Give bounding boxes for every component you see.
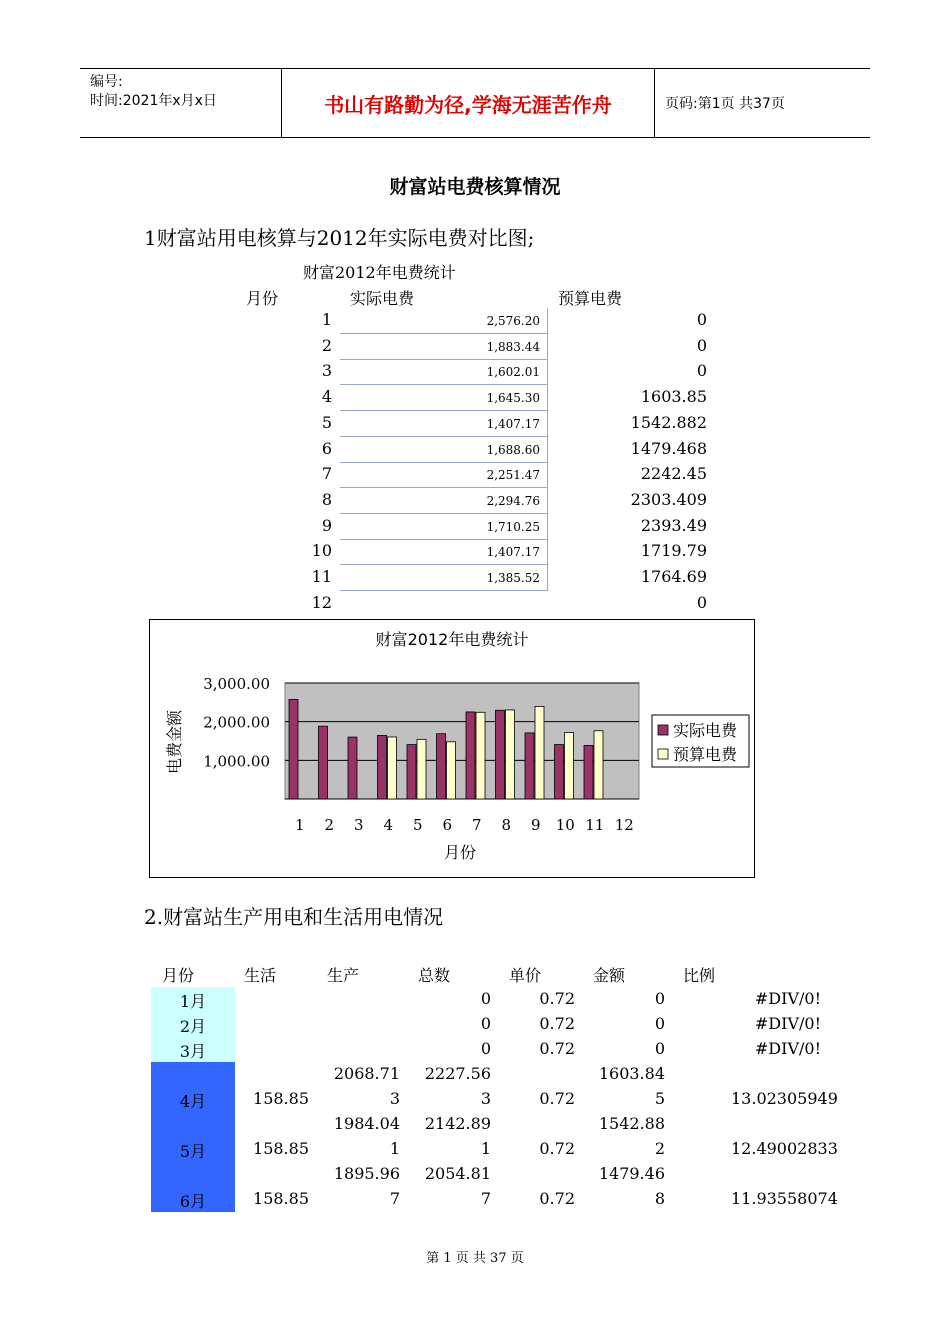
table1-actual-cell: 1,688.60 [340, 438, 548, 463]
chart-bar-budget [565, 733, 574, 799]
chart-bar-actual [289, 699, 298, 799]
table2-month-cell: 6月 [179, 1192, 207, 1211]
table2-ratio-cell: 13.02305949 [731, 1089, 838, 1108]
table1-month-cell: 1 [321, 310, 332, 329]
table2-month-cell: 1月 [179, 992, 207, 1011]
table1-actual-cell: 1,645.30 [340, 386, 548, 411]
table2-total-cell: 7 [480, 1189, 491, 1208]
table1-actual-cell: 1,385.52 [340, 566, 548, 591]
chart-bar-actual [496, 710, 505, 799]
time-label: 时间:2021年x月x日 [90, 93, 217, 109]
table2-amount-cell: 0 [654, 989, 665, 1008]
table2-amount-cell: 0 [654, 1014, 665, 1033]
table1-actual-cell: 1,602.01 [340, 360, 548, 385]
chart-legend-swatch [658, 725, 668, 735]
chart-bar-actual [407, 745, 416, 799]
table2-price-cell: 0.72 [539, 1089, 575, 1108]
table2-amount-cell: 1479.46 [598, 1164, 665, 1183]
chart-x-tick-label: 8 [501, 816, 512, 834]
chart-bar-actual [584, 745, 593, 799]
chart-x-tick-label: 3 [353, 816, 364, 834]
table1-budget-cell: 1603.85 [640, 387, 707, 407]
table2-month-cell: 2月 [179, 1017, 207, 1036]
table2-price-cell: 0.72 [539, 1039, 575, 1058]
chart-y-tick-label: 1,000.00 [203, 752, 270, 771]
table2-ratio-cell: #DIV/0! [754, 989, 821, 1008]
table2-total-cell: 1 [480, 1139, 491, 1158]
table1-budget-cell: 1542.882 [630, 412, 707, 432]
table2-prod-cell: 7 [389, 1189, 400, 1208]
chart-x-tick-label: 2 [324, 816, 335, 834]
chart-bar-actual [378, 735, 387, 799]
chart-x-tick-label: 9 [530, 816, 541, 834]
chart-y-tick-label: 3,000.00 [203, 675, 270, 693]
table1-col-actual: 实际电费 [350, 289, 415, 308]
table2-amount-cell: 1542.88 [598, 1114, 665, 1133]
chart-title: 财富2012年电费统计 [375, 630, 529, 649]
header-motto: 书山有路勤为径,学海无涯苦作舟 [282, 69, 655, 137]
chart-bar-budget [506, 710, 515, 799]
chart-bar-actual [525, 733, 534, 799]
table2-price-cell: 0.72 [539, 989, 575, 1008]
chart-bar-actual [466, 712, 475, 799]
table2-amount-cell: 1603.84 [598, 1064, 665, 1083]
section1-heading: 1财富站用电核算与2012年实际电费对比图; [144, 226, 535, 250]
chart-legend-swatch [658, 749, 668, 759]
table2-total-cell: 2142.89 [424, 1114, 491, 1133]
table2-prod-cell: 2068.71 [333, 1064, 400, 1083]
chart-y-tick-label: 2,000.00 [203, 713, 270, 732]
chart-y-axis-label: 电费金额 [165, 709, 184, 775]
chart-x-tick-label: 10 [555, 816, 575, 834]
chart-x-axis-label: 月份 [443, 843, 477, 862]
table2-month-cell: 5月 [179, 1142, 207, 1161]
table1-budget-cell: 0 [696, 361, 707, 381]
table1-actual-cell: 2,576.20 [340, 309, 548, 334]
table1-month-cell: 12 [311, 592, 332, 612]
table2-price-cell: 0.72 [539, 1139, 575, 1158]
chart-bar-budget [535, 706, 544, 799]
page-footer: 第 1 页 共 37 页 [426, 1251, 524, 1266]
chart-x-tick-label: 1 [294, 816, 305, 834]
table2-amount-cell: 8 [654, 1189, 665, 1208]
chart-x-tick-label: 6 [442, 816, 453, 834]
table1-col-month: 月份 [246, 289, 279, 308]
table1-actual-cell: 1,883.44 [340, 335, 548, 360]
table1-budget-cell: 0 [696, 592, 707, 612]
table2-life-cell: 158.85 [253, 1139, 309, 1158]
table2-prod-cell: 1 [389, 1139, 400, 1158]
table1-budget-cell: 2393.49 [640, 515, 707, 535]
table1-budget-cell: 1479.468 [630, 438, 707, 458]
table2-header-cell: 月份 [162, 966, 195, 985]
chart-legend-label: 预算电费 [673, 745, 738, 764]
table2-total-cell: 2054.81 [424, 1164, 491, 1183]
table1-month-cell: 8 [321, 489, 332, 509]
chart-bar-budget [417, 739, 426, 799]
table1-actual-cell: 2,251.47 [340, 463, 548, 488]
table2-month-cell: 3月 [179, 1042, 207, 1061]
table1-budget-cell: 1764.69 [640, 567, 707, 586]
chart-bar-actual [319, 726, 328, 799]
table2-header-cell: 比例 [683, 966, 716, 985]
document-title: 财富站电费核算情况 [389, 176, 561, 198]
chart-x-tick-label: 11 [585, 816, 605, 834]
table2-header-cell: 生活 [244, 966, 277, 985]
page-header [80, 68, 870, 138]
table1-actual-cell: 2,294.76 [340, 489, 548, 514]
table1-col-budget: 预算电费 [558, 289, 623, 308]
table2-prod-cell: 3 [389, 1089, 400, 1108]
table2-header-cell: 总数 [418, 966, 451, 985]
table2-life-cell: 158.85 [253, 1089, 309, 1108]
table2-prod-cell: 1984.04 [333, 1114, 400, 1133]
table2-header-cell: 单价 [509, 966, 542, 985]
table2-ratio-cell: 11.93558074 [731, 1189, 838, 1208]
table2-total-cell: 0 [480, 989, 491, 1008]
table1-month-cell: 9 [321, 515, 332, 535]
table1-month-cell: 11 [311, 567, 332, 586]
chart-legend-label: 实际电费 [673, 721, 738, 740]
table2-life-cell: 158.85 [253, 1189, 309, 1208]
chart-bar-actual [348, 737, 357, 799]
table1-month-cell: 2 [321, 335, 332, 355]
bar-chart-svg [150, 620, 754, 877]
chart-bar-budget [388, 737, 397, 799]
header-page-info: 页码:第1页 共37页 [665, 96, 785, 112]
table1-month-cell: 6 [321, 438, 332, 458]
table2-amount-cell: 0 [654, 1039, 665, 1058]
table2-price-cell: 0.72 [539, 1189, 575, 1208]
table1-month-cell: 4 [321, 387, 332, 407]
table1-month-cell: 7 [321, 464, 332, 484]
chart-x-tick-label: 7 [471, 816, 482, 834]
table1-month-cell: 3 [321, 361, 332, 381]
table2-total-cell: 0 [480, 1039, 491, 1058]
table2-total-cell: 2227.56 [424, 1064, 491, 1083]
table2-amount-cell: 5 [654, 1089, 665, 1108]
table1-budget-cell: 0 [696, 335, 707, 355]
table2-total-cell: 3 [480, 1089, 491, 1108]
table2-amount-cell: 2 [654, 1139, 665, 1158]
table2-price-cell: 0.72 [539, 1014, 575, 1033]
table1-actual-cell: 1,407.17 [340, 412, 548, 437]
chart-x-tick-label: 12 [614, 816, 634, 834]
table2-ratio-cell: #DIV/0! [754, 1014, 821, 1033]
table1-budget-cell: 0 [696, 310, 707, 329]
chart-x-tick-label: 4 [383, 816, 394, 834]
table2-total-cell: 0 [480, 1014, 491, 1033]
serial-label: 编号: [90, 74, 123, 90]
table1-actual-cell: 1,710.25 [340, 515, 548, 540]
table2-header-cell: 金额 [593, 966, 626, 985]
table1-month-cell: 5 [321, 412, 332, 432]
chart-x-tick-label: 5 [412, 816, 423, 834]
table2-header-cell: 生产 [327, 966, 360, 985]
header-meta [80, 69, 282, 137]
section2-heading: 2.财富站生产用电和生活用电情况 [144, 905, 444, 929]
table1-title: 财富2012年电费统计 [303, 263, 456, 282]
table1-actual-cell: 1,407.17 [340, 540, 548, 565]
chart-bar-actual [437, 734, 446, 799]
table2-prod-cell: 1895.96 [333, 1164, 400, 1183]
chart-bar-budget [447, 742, 456, 799]
table2-month-cell: 4月 [179, 1092, 207, 1111]
table1-month-cell: 10 [311, 541, 332, 561]
chart-bar-actual [555, 745, 564, 799]
table1-budget-cell: 1719.79 [640, 541, 707, 561]
table2-ratio-cell: 12.49002833 [731, 1139, 838, 1158]
bar-chart [149, 619, 755, 878]
table2-ratio-cell: #DIV/0! [754, 1039, 821, 1058]
table1-budget-cell: 2303.409 [630, 489, 707, 509]
chart-bar-budget [476, 712, 485, 799]
table1-budget-cell: 2242.45 [640, 464, 707, 484]
chart-bar-budget [594, 731, 603, 799]
